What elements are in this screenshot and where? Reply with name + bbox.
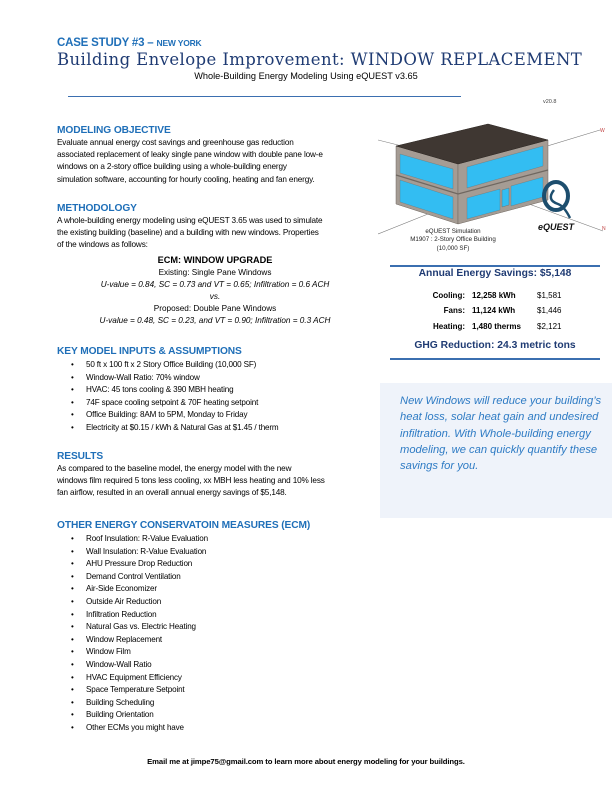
list-item: • Other ECMs you might have: [63, 722, 377, 735]
caption-line: M1907 : 2-Story Office Building: [410, 236, 496, 244]
versus-label: vs.: [209, 291, 221, 301]
savings-label: Cooling:: [432, 291, 465, 300]
other-ecm-list: [63, 533, 377, 735]
ecm-heading: ECM: WINDOW UPGRADE: [157, 254, 273, 265]
text-line: the existing building (baseline) and a building with new windows. Properties: [57, 228, 319, 238]
modeling-objective-heading: MODELING OBJECTIVE: [57, 125, 171, 136]
text-line: Evaluate annual energy cost savings and greenhouse gas reduction: [57, 138, 294, 147]
list-item: • Demand Control Ventilation: [63, 571, 377, 584]
savings-row-heating: [390, 322, 600, 336]
savings-cost: $1,581: [537, 291, 562, 300]
case-study-label: [57, 37, 202, 49]
list-item: • Window Replacement: [63, 634, 377, 647]
header-divider: [68, 96, 461, 97]
list-item: • Window-Wall Ratio: 70% window: [63, 372, 377, 385]
savings-label: Fans:: [443, 306, 465, 315]
list-item: • Electricity at $0.15 / kWh & Natural Gas at $1.45 / therm: [63, 422, 377, 435]
list-item: • Building Scheduling: [63, 697, 377, 710]
key-inputs-heading: KEY MODEL INPUTS & ASSUMPTIONS: [57, 346, 242, 357]
axis-label-n: N: [602, 226, 606, 232]
text-line: fan airflow, resulted in an overall annual energy savings of $5,148.: [57, 488, 287, 498]
proposed-windows-properties: U-value = 0.48, SC = 0.23, and VT = 0.90; Infiltration = 0.3 ACH: [99, 315, 331, 325]
list-item: • Natural Gas vs. Electric Heating: [63, 621, 377, 634]
text-line: of the windows as follows:: [57, 240, 148, 250]
text-line: A whole-building energy modeling using eQUEST 3.65 was used to simulate: [57, 216, 323, 225]
text-line: associated replacement of leaky single pane window with double pane low-e: [57, 150, 323, 160]
savings-label: Heating:: [433, 322, 465, 331]
key-inputs-list: [63, 359, 377, 435]
modeling-objective-body: [57, 137, 377, 186]
other-ecm-heading: OTHER ENERGY CONSERVATOIN MEASURES (ECM): [57, 520, 311, 531]
results-section: [57, 451, 379, 500]
savings-bottom-rule: [390, 358, 600, 360]
caption-line: eQUEST Simulation: [425, 228, 481, 235]
simulation-caption: [388, 228, 518, 253]
annual-savings-title: Annual Energy Savings: $5,148: [418, 268, 572, 279]
results-heading: RESULTS: [57, 451, 104, 462]
equest-logo-icon: [538, 182, 576, 232]
list-item: • 50 ft x 100 ft x 2 Story Office Building (10,000 SF): [63, 359, 377, 372]
methodology-section: [57, 203, 377, 327]
list-item: • Outside Air Reduction: [63, 596, 377, 609]
savings-quantity: 12,258 kWh: [472, 291, 516, 300]
text-line: windows on a 2-story office building using a whole-building energy: [57, 162, 287, 172]
savings-quantity: 11,124 kWh: [472, 306, 516, 315]
list-item: • 74F space cooling setpoint & 70F heating setpoint: [63, 397, 377, 410]
list-item: • Window-Wall Ratio: [63, 659, 377, 672]
svg-text:eQUEST: eQUEST: [538, 222, 575, 232]
list-item: • HVAC: 45 tons cooling & 390 MBH heating: [63, 384, 377, 397]
savings-row-fans: [390, 306, 600, 320]
list-item: • Wall Insulation: R-Value Evaluation: [63, 546, 377, 559]
existing-windows-properties: U-value = 0.84, SC = 0.73 and VT = 0.65; Infiltration = 0.6 ACH: [100, 279, 330, 289]
key-inputs-section: [57, 346, 377, 435]
list-item: • Space Temperature Setpoint: [63, 684, 377, 697]
list-item: • AHU Pressure Drop Reduction: [63, 558, 377, 571]
text-line: simulation software, accounting for hourly cooling, heating and fan energy.: [57, 174, 315, 184]
existing-windows-label: Existing: Single Pane Windows: [158, 267, 272, 277]
ghg-reduction: GHG Reduction: 24.3 metric tons: [414, 340, 576, 351]
page-title: Building Envelope Improvement: WINDOW REPLACEMENT: [57, 50, 583, 69]
axis-label-w: W: [600, 128, 605, 134]
page-subtitle: Whole-Building Energy Modeling Using eQUEST v3.65: [194, 71, 418, 81]
list-item: • Window Film: [63, 646, 377, 659]
savings-top-rule: [390, 265, 600, 267]
savings-cost: $1,446: [537, 306, 562, 315]
text-line: As compared to the baseline model, the energy model with the new: [57, 464, 292, 473]
case-study-separator: –: [144, 37, 157, 49]
list-item: • HVAC Equipment Efficiency: [63, 672, 377, 685]
list-item: • Office Building: 8AM to 5PM, Monday to Friday: [63, 409, 377, 422]
callout-text: New Windows will reduce your building’s heat loss, solar heat gain and undesired infiltration. With Whole-building energy modeling, we can quickly quantify these savings for you.: [400, 395, 602, 473]
proposed-windows-label: Proposed: Double Pane Windows: [153, 303, 277, 313]
text-line: windows film required 5 tons less cooling, xx MBH less heating and 10% less: [57, 476, 325, 486]
case-study-number: CASE STUDY #3: [57, 37, 145, 49]
other-ecm-section: [57, 520, 377, 735]
methodology-heading: METHODOLOGY: [57, 203, 137, 214]
savings-quantity: 1,480 therms: [472, 322, 521, 331]
list-item: • Infiltration Reduction: [63, 609, 377, 622]
equest-building-illustration: [378, 118, 610, 236]
savings-row-cooling: [390, 291, 600, 305]
caption-line: (10,000 SF): [436, 244, 470, 252]
savings-cost: $2,121: [537, 322, 562, 331]
building-3d-model-icon: [378, 118, 610, 236]
ecm-window-upgrade-block: [45, 254, 385, 327]
list-item: • Building Orientation: [63, 709, 377, 722]
methodology-body: [57, 215, 377, 252]
list-item: • Air-Side Economizer: [63, 583, 377, 596]
list-item: • Roof Insulation: R-Value Evaluation: [63, 533, 377, 546]
version-label: v20.8: [543, 99, 557, 105]
callout-box: [380, 383, 612, 518]
case-study-city: NEW YORK: [156, 38, 202, 48]
results-body: [57, 463, 379, 500]
modeling-objective-section: [57, 125, 377, 186]
footer-contact: Email me at jimpe75@gmail.com to learn more about energy modeling for your buildings.: [147, 757, 465, 766]
